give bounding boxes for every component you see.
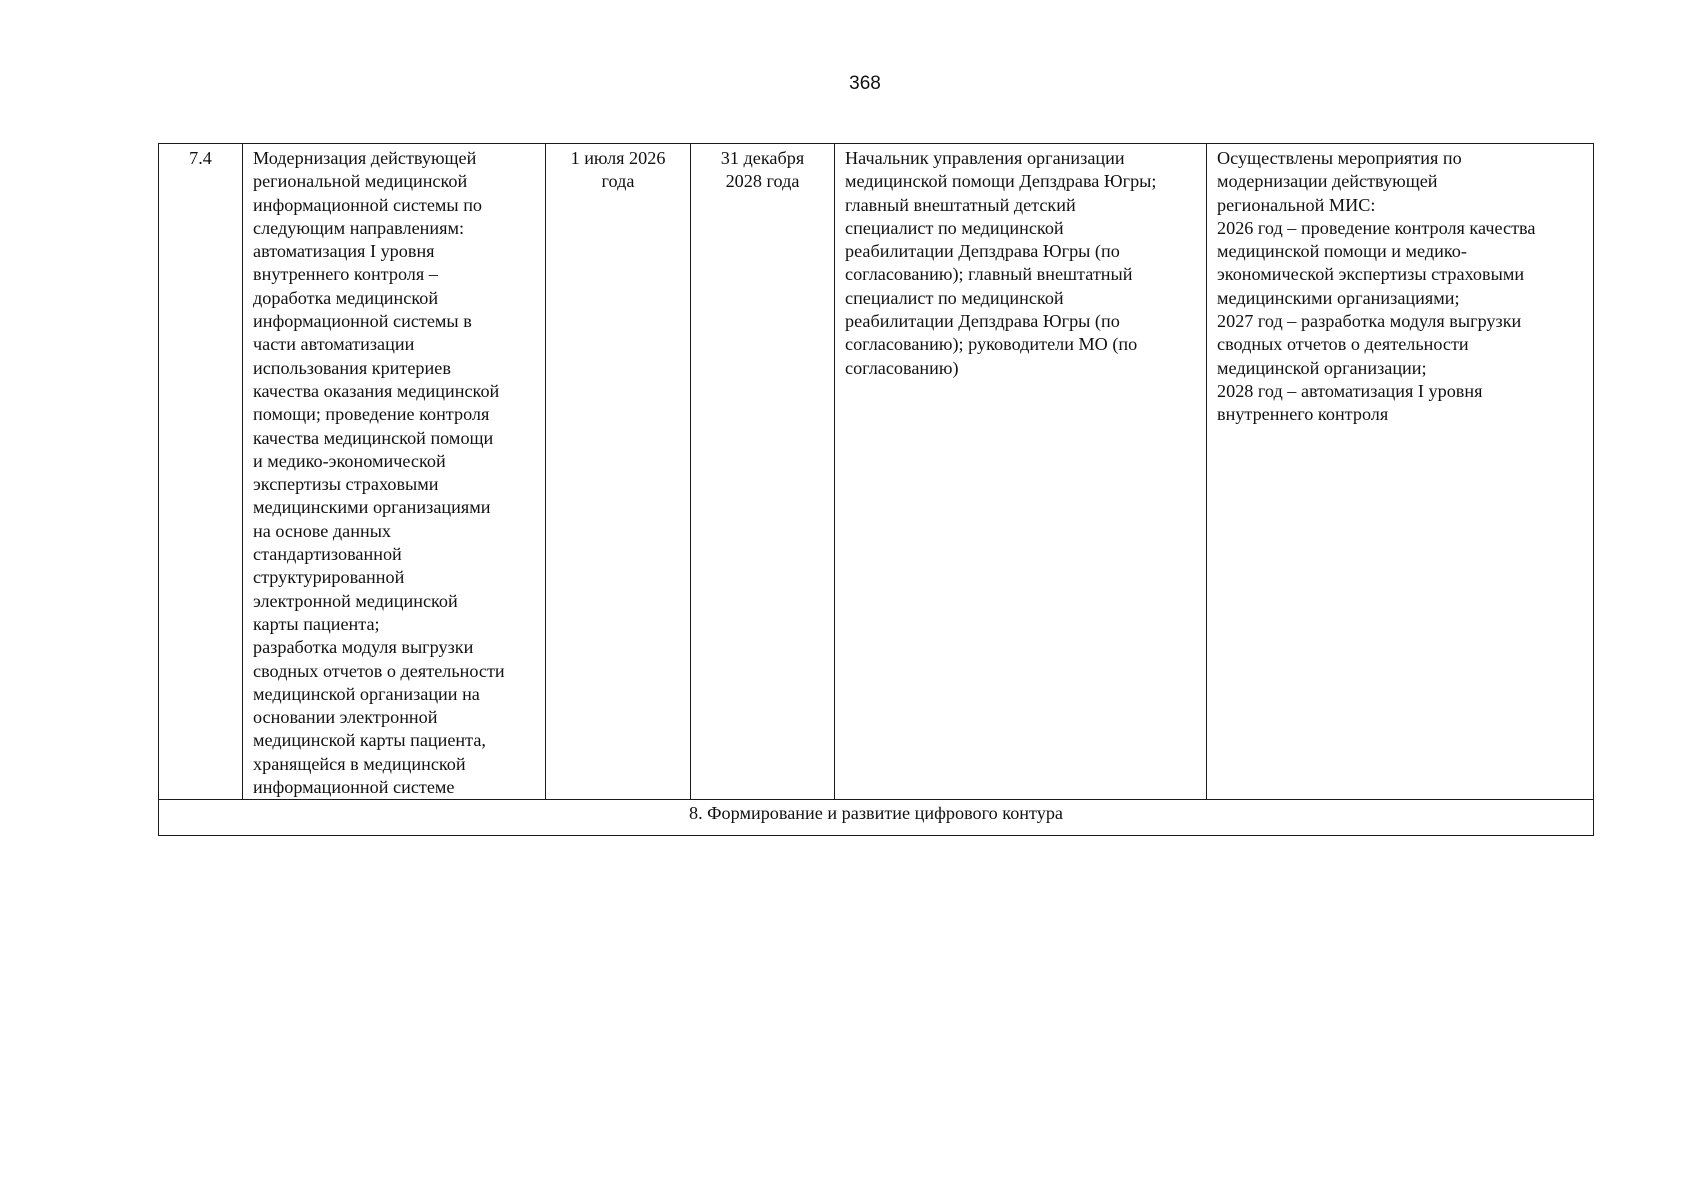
description-line: разработка модуля выгрузки [253, 637, 474, 658]
description-line: качества медицинской помощи [253, 427, 494, 448]
description-line: внутреннего контроля – [253, 264, 438, 285]
responsible-persons [835, 144, 1207, 800]
start-date [546, 144, 691, 800]
plan-table [158, 143, 1594, 836]
responsible-line: реабилитации Депздрава Югры (по [845, 311, 1120, 332]
section-title: 8. Формирование и развитие цифрового контура [159, 800, 1594, 836]
description-line: информационной системе [253, 777, 455, 798]
row-number: 7.4 [159, 144, 243, 800]
responsible-line: Начальник управления организации [845, 148, 1125, 168]
result-line: 2026 год – проведение контроля качества [1217, 217, 1536, 238]
description-line: сводных отчетов о деятельности [253, 660, 505, 681]
expected-result [1207, 144, 1594, 800]
result-line: модернизации действующей [1217, 171, 1438, 192]
page-number: 368 [849, 73, 881, 94]
description-line: структурированной [253, 567, 405, 588]
result-line: региональной МИС: [1217, 194, 1376, 215]
responsible-line: специалист по медицинской [845, 287, 1064, 308]
description-line: электронной медицинской [253, 590, 458, 611]
description-line: хранящейся в медицинской [253, 753, 466, 774]
start-date-line: 1 июля 2026 [570, 148, 666, 168]
description-line: помощи; проведение контроля [253, 404, 490, 425]
description-line: региональной медицинской [253, 171, 468, 192]
responsible-line: согласованию) [845, 357, 959, 378]
description-line: на основе данных [253, 520, 392, 541]
responsible-line: медицинской помощи Депздрава Югры; [845, 171, 1157, 192]
description-line: информационной системы по [253, 194, 483, 215]
description-line: части автоматизации [253, 334, 415, 355]
description-line: медицинской карты пациента, [253, 730, 486, 751]
description-line: автоматизация I уровня [253, 241, 435, 262]
responsible-line: главный внештатный детский [845, 194, 1076, 215]
description-line: Модернизация действующей [253, 148, 477, 168]
measure-description [243, 144, 546, 800]
responsible-line: специалист по медицинской [845, 217, 1064, 238]
end-date-line: 31 декабря [720, 148, 805, 168]
result-line: сводных отчетов о деятельности [1217, 334, 1469, 355]
responsible-line: согласованию); руководители МО (по [845, 334, 1138, 355]
end-date-line: 2028 года [725, 171, 800, 192]
section-row [159, 800, 1594, 836]
result-line: медицинской организации; [1217, 357, 1427, 378]
description-line: карты пациента; [253, 613, 380, 634]
result-line: медицинской помощи и медико- [1217, 241, 1467, 262]
description-line: медицинской организации на [253, 683, 480, 704]
description-line: основании электронной [253, 707, 438, 728]
start-date-line: года [601, 171, 635, 192]
description-line: медицинскими организациями [253, 497, 491, 518]
result-line: медицинскими организациями; [1217, 287, 1460, 308]
end-date [691, 144, 835, 800]
description-line: экспертизы страховыми [253, 474, 439, 495]
result-line: 2028 год – автоматизация I уровня [1217, 380, 1483, 401]
result-line: Осуществлены мероприятия по [1217, 148, 1462, 168]
result-line: внутреннего контроля [1217, 404, 1389, 425]
result-line: 2027 год – разработка модуля выгрузки [1217, 311, 1522, 332]
result-line: экономической экспертизы страховыми [1217, 264, 1525, 285]
responsible-line: согласованию); главный внештатный [845, 264, 1133, 285]
description-line: использования критериев [253, 357, 451, 378]
description-line: качества оказания медицинской [253, 380, 500, 401]
description-line: и медико-экономической [253, 450, 446, 471]
description-line: следующим направлениям: [253, 217, 465, 238]
description-line: доработка медицинской [253, 287, 439, 308]
description-line: информационной системы в [253, 311, 472, 332]
description-line: стандартизованной [253, 544, 402, 565]
responsible-line: реабилитации Депздрава Югры (по [845, 241, 1120, 262]
table-row [159, 144, 1594, 800]
